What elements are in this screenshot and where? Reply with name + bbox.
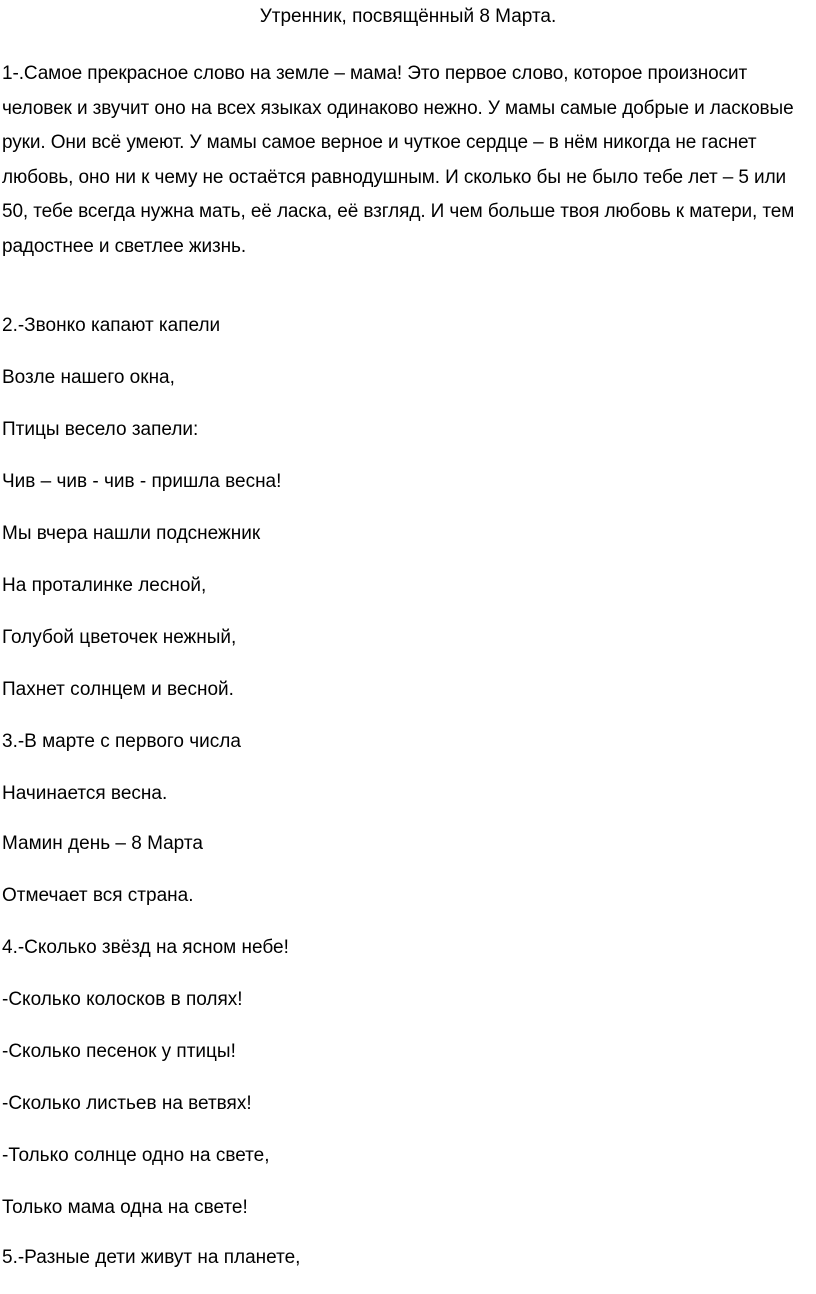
text-line: Голубой цветочек нежный, — [2, 627, 237, 648]
text-line: Возле нашего окна, — [2, 367, 175, 388]
text-line: 5.-Разные дети живут на планете, — [2, 1247, 301, 1268]
text-line: Птицы весело запели: — [2, 419, 199, 440]
text-line: Пахнет солнцем и весной. — [2, 679, 234, 700]
text-line: 3.-В марте с первого числа — [2, 731, 241, 752]
text-line: Начинается весна. — [2, 783, 168, 804]
text-line: Чив – чив - чив - пришла весна! — [2, 471, 282, 492]
text-line: -Сколько колосков в полях! — [2, 989, 243, 1010]
text-line: Отмечает вся страна. — [2, 885, 194, 906]
text-line: 2.-Звонко капают капели — [2, 315, 221, 336]
text-line: -Сколько листьев на ветвях! — [2, 1093, 252, 1114]
text-line: 4.-Сколько звёзд на ясном небе! — [2, 937, 289, 958]
intro-paragraph: 1-.Самое прекрасное слово на земле – мама! Это первое слово, которое произносит человек и звучит оно на всех языках одинаково нежно. У мамы самые добрые и ласковые руки. Они всё умеют. У мамы самое верное и чуткое сердце – в нём никогда не гаснет любовь, оно ни к чему не остаётся равнодушным. И сколько бы не было тебе лет – 5 или 50, тебе всегда нужна мать, её ласка, её взгляд. И чем больше твоя любовь к матери, тем радостнее и светлее жизнь. — [2, 63, 795, 257]
text-line: Только мама одна на свете! — [2, 1197, 248, 1218]
text-line: Мамин день – 8 Марта — [2, 833, 203, 854]
text-line: На проталинке лесной, — [2, 575, 207, 596]
text-line: -Только солнце одно на свете, — [2, 1145, 270, 1166]
document-title: Утренник, посвящённый 8 Марта. — [259, 6, 557, 27]
text-line: -Сколько песенок у птицы! — [2, 1041, 236, 1062]
text-line: Мы вчера нашли подснежник — [2, 523, 261, 544]
